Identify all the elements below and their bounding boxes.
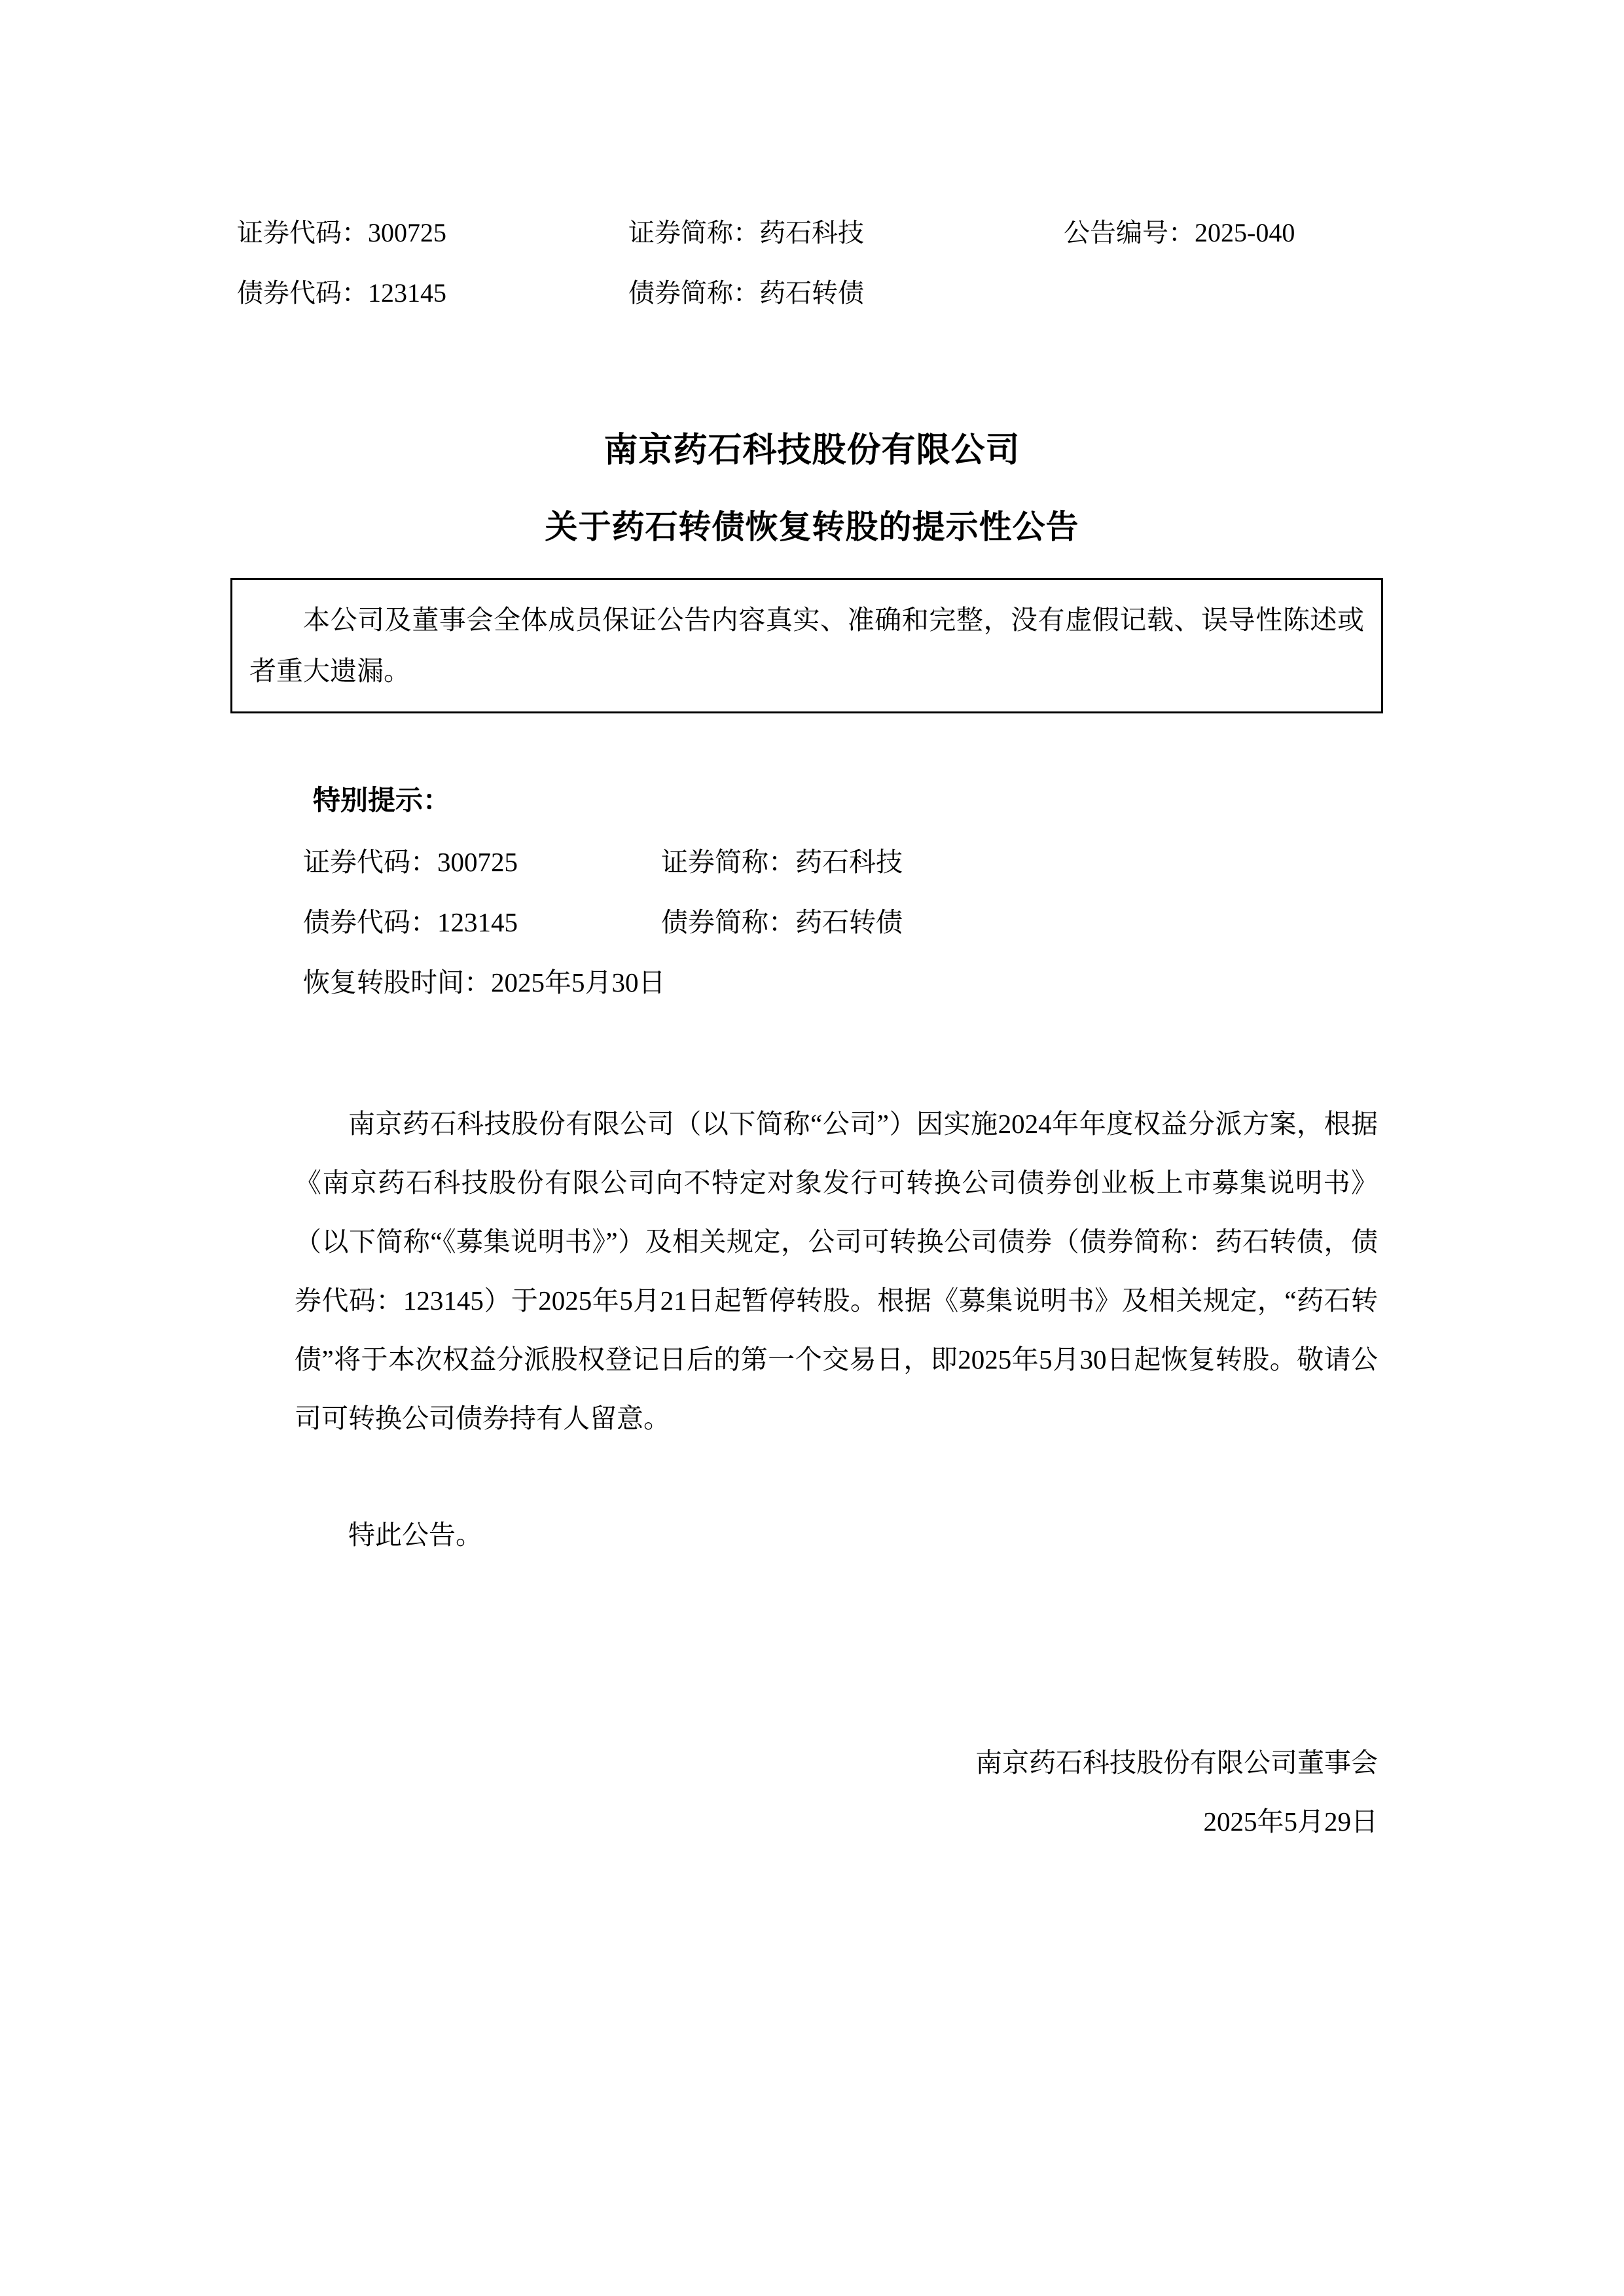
bond-abbreviation: 债券简称：药石转债	[628, 278, 864, 308]
page-title: 南京药石科技股份有限公司	[604, 431, 1020, 469]
body-paragraph-2: 特此公告。	[348, 1520, 482, 1550]
announcement-number: 公告编号：2025-040	[1064, 218, 1295, 247]
security-code: 证券代码：300725	[237, 218, 446, 247]
document-header	[237, 203, 1389, 323]
page-subtitle: 关于药石转债恢复转股的提示性公告	[545, 509, 1079, 545]
notice-bond-abbreviation: 债券简称：药石转债	[661, 907, 903, 937]
special-notice-row	[303, 892, 1377, 952]
signature-date: 2025年5月29日	[1203, 1806, 1378, 1837]
signature-block	[295, 1733, 1378, 1851]
special-notice-section	[303, 769, 1377, 1013]
disclaimer-box	[230, 578, 1383, 713]
body-paragraph-1: 南京药石科技股份有限公司（以下简称“公司”）因实施2024年年度权益分派方案，根据《南京药石科技股份有限公司向不特定对象发行可转换公司债券创业板上市募集说明书》（以下简称“《募集说明书》”）及相关规定，公司可转换公司债券（债券简称：药石转债，债券代码：123145）于2025年5月21日起暂停转股。根据《募集说明书》及相关规定，“药石转债”将于本次权益分派股权登记日后的第一个交易日，即2025年5月30日起恢复转股。敬请公司可转换公司债券持有人留意。	[295, 1109, 1378, 1433]
special-notice-row	[303, 832, 1377, 892]
notice-security-code: 证券代码：300725	[303, 847, 518, 877]
security-abbreviation: 证券简称：药石科技	[628, 218, 864, 247]
notice-security-abbreviation: 证券简称：药石科技	[661, 847, 903, 877]
document-body	[295, 1094, 1378, 1564]
header-row	[237, 263, 1389, 323]
disclaimer-text: 本公司及董事会全体成员保证公告内容真实、准确和完整，没有虚假记载、误导性陈述或者重大遗漏。	[249, 605, 1364, 686]
special-notice-heading: 特别提示：	[313, 785, 451, 816]
bond-code: 债券代码：123145	[237, 278, 446, 308]
resume-conversion-date: 恢复转股时间：2025年5月30日	[303, 967, 666, 997]
notice-bond-code: 债券代码：123145	[303, 907, 518, 937]
signature-organization: 南京药石科技股份有限公司董事会	[975, 1748, 1378, 1778]
header-row	[237, 203, 1389, 263]
